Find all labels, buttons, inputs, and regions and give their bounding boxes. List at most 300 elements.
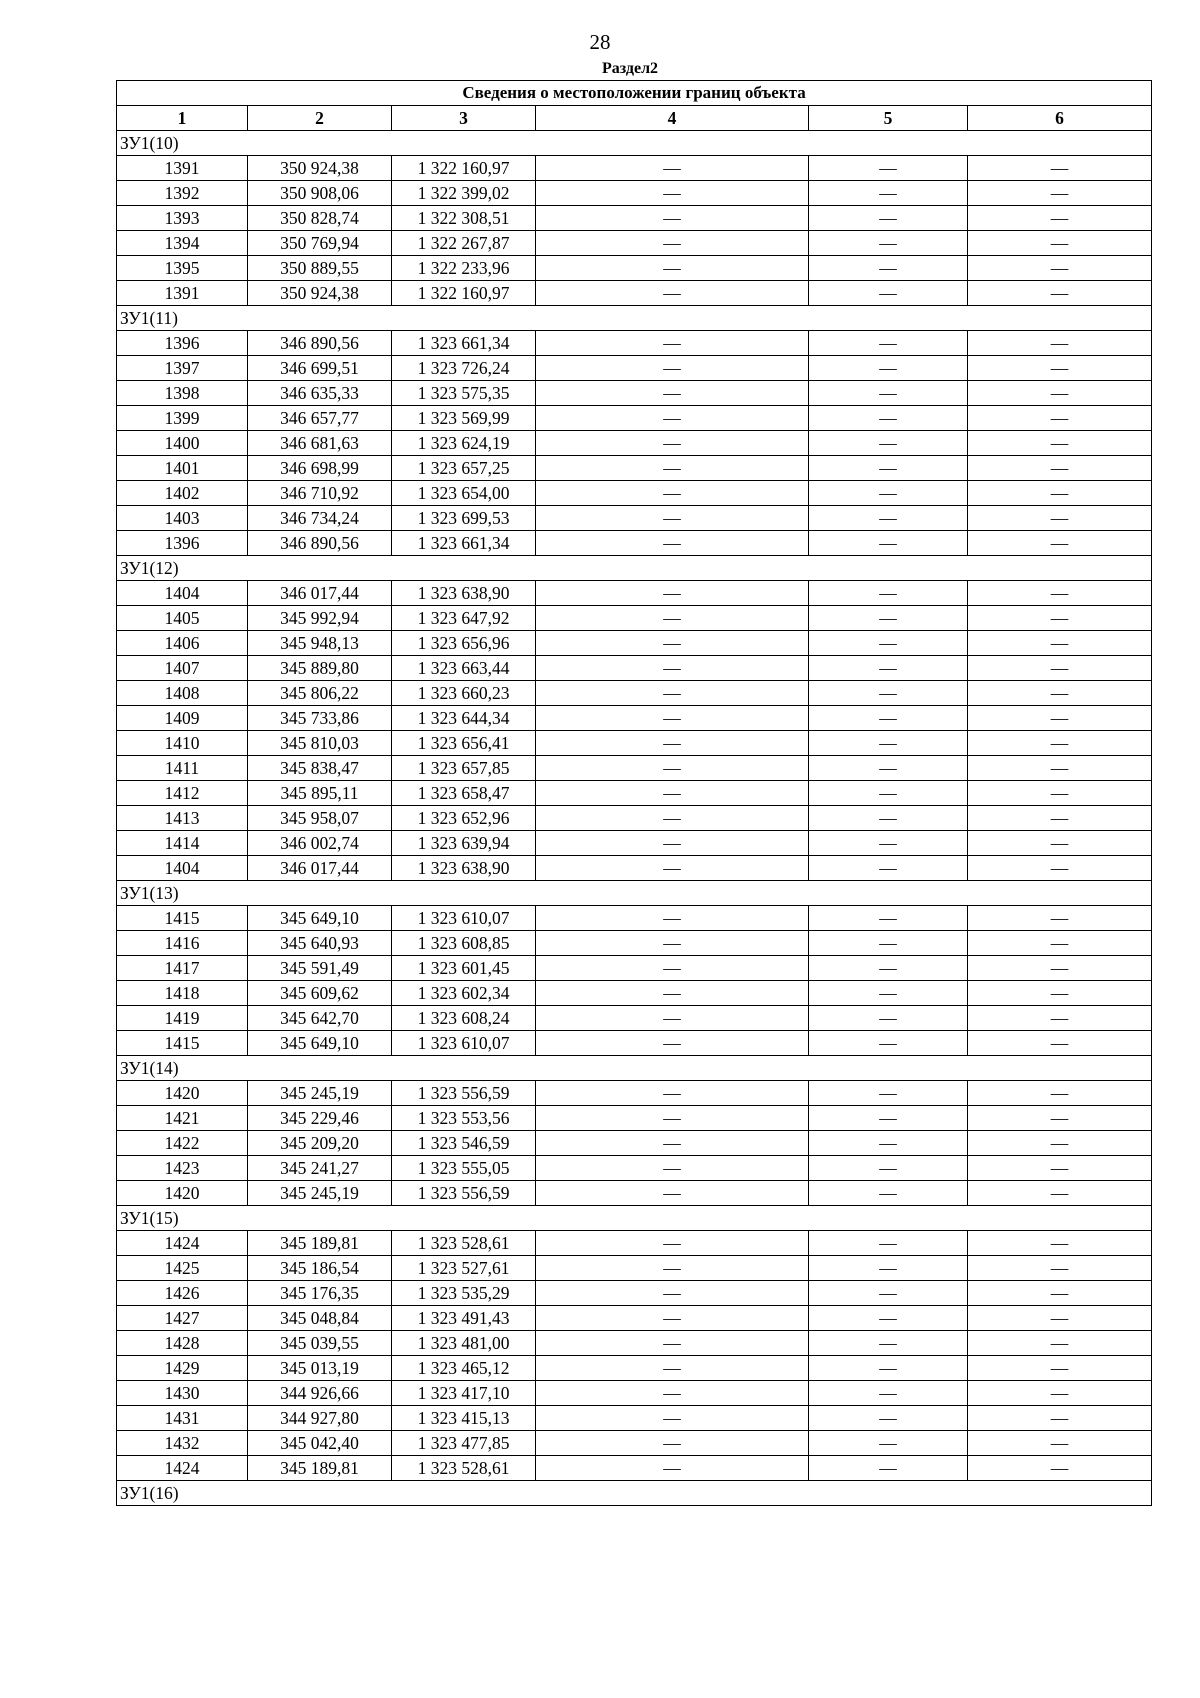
empty-value-cell: — <box>809 1281 968 1306</box>
table-row <box>117 731 1152 756</box>
empty-value-cell: — <box>968 181 1152 206</box>
point-number-cell: 1405 <box>117 606 248 631</box>
empty-value-cell: — <box>536 1231 809 1256</box>
y-coordinate-cell: 1 323 638,90 <box>392 856 536 881</box>
y-coordinate-cell: 1 323 481,00 <box>392 1331 536 1356</box>
table-row <box>117 1106 1152 1131</box>
point-number-cell: 1415 <box>117 906 248 931</box>
table-row <box>117 181 1152 206</box>
empty-value-cell: — <box>968 856 1152 881</box>
x-coordinate-cell: 345 229,46 <box>248 1106 392 1131</box>
x-coordinate-cell: 350 889,55 <box>248 256 392 281</box>
y-coordinate-cell: 1 323 638,90 <box>392 581 536 606</box>
empty-value-cell: — <box>536 831 809 856</box>
x-coordinate-cell: 345 245,19 <box>248 1081 392 1106</box>
y-coordinate-cell: 1 323 527,61 <box>392 1256 536 1281</box>
empty-value-cell: — <box>968 656 1152 681</box>
x-coordinate-cell: 345 948,13 <box>248 631 392 656</box>
empty-value-cell: — <box>809 456 968 481</box>
empty-value-cell: — <box>809 1381 968 1406</box>
empty-value-cell: — <box>968 281 1152 306</box>
empty-value-cell: — <box>968 1106 1152 1131</box>
empty-value-cell: — <box>968 1031 1152 1056</box>
empty-value-cell: — <box>809 256 968 281</box>
table-row <box>117 1031 1152 1056</box>
empty-value-cell: — <box>536 431 809 456</box>
y-coordinate-cell: 1 323 656,96 <box>392 631 536 656</box>
empty-value-cell: — <box>536 981 809 1006</box>
empty-value-cell: — <box>536 756 809 781</box>
empty-value-cell: — <box>536 731 809 756</box>
x-coordinate-cell: 345 042,40 <box>248 1431 392 1456</box>
y-coordinate-cell: 1 322 399,02 <box>392 181 536 206</box>
y-coordinate-cell: 1 323 663,44 <box>392 656 536 681</box>
table-row <box>117 456 1152 481</box>
point-number-cell: 1411 <box>117 756 248 781</box>
point-number-cell: 1432 <box>117 1431 248 1456</box>
empty-value-cell: — <box>809 1031 968 1056</box>
table-row <box>117 1356 1152 1381</box>
x-coordinate-cell: 345 013,19 <box>248 1356 392 1381</box>
y-coordinate-cell: 1 322 160,97 <box>392 281 536 306</box>
y-coordinate-cell: 1 323 608,85 <box>392 931 536 956</box>
empty-value-cell: — <box>809 156 968 181</box>
empty-value-cell: — <box>968 1406 1152 1431</box>
column-header-6: 6 <box>968 106 1152 131</box>
table-row <box>117 156 1152 181</box>
y-coordinate-cell: 1 322 308,51 <box>392 206 536 231</box>
point-number-cell: 1428 <box>117 1331 248 1356</box>
empty-value-cell: — <box>536 231 809 256</box>
empty-value-cell: — <box>968 356 1152 381</box>
empty-value-cell: — <box>968 681 1152 706</box>
empty-value-cell: — <box>809 1081 968 1106</box>
empty-value-cell: — <box>968 506 1152 531</box>
x-coordinate-cell: 345 048,84 <box>248 1306 392 1331</box>
x-coordinate-cell: 350 828,74 <box>248 206 392 231</box>
point-number-cell: 1412 <box>117 781 248 806</box>
table-row <box>117 431 1152 456</box>
empty-value-cell: — <box>809 581 968 606</box>
empty-value-cell: — <box>536 681 809 706</box>
column-header-5: 5 <box>809 106 968 131</box>
table-row <box>117 1006 1152 1031</box>
table-caption-row <box>117 81 1152 106</box>
empty-value-cell: — <box>536 506 809 531</box>
point-number-cell: 1409 <box>117 706 248 731</box>
empty-value-cell: — <box>968 1156 1152 1181</box>
empty-value-cell: — <box>809 1256 968 1281</box>
y-coordinate-cell: 1 322 233,96 <box>392 256 536 281</box>
empty-value-cell: — <box>536 481 809 506</box>
table-row <box>117 781 1152 806</box>
point-number-cell: 1414 <box>117 831 248 856</box>
empty-value-cell: — <box>809 931 968 956</box>
empty-value-cell: — <box>536 181 809 206</box>
point-number-cell: 1419 <box>117 1006 248 1031</box>
empty-value-cell: — <box>809 906 968 931</box>
x-coordinate-cell: 350 908,06 <box>248 181 392 206</box>
group-header-row <box>117 1481 1152 1506</box>
column-header-2: 2 <box>248 106 392 131</box>
empty-value-cell: — <box>809 356 968 381</box>
group-label: ЗУ1(13) <box>117 881 1152 906</box>
empty-value-cell: — <box>809 1431 968 1456</box>
table-row <box>117 1281 1152 1306</box>
empty-value-cell: — <box>968 1331 1152 1356</box>
empty-value-cell: — <box>536 1081 809 1106</box>
point-number-cell: 1399 <box>117 406 248 431</box>
group-header-row <box>117 306 1152 331</box>
empty-value-cell: — <box>809 956 968 981</box>
point-number-cell: 1406 <box>117 631 248 656</box>
y-coordinate-cell: 1 323 477,85 <box>392 1431 536 1456</box>
x-coordinate-cell: 345 649,10 <box>248 1031 392 1056</box>
empty-value-cell: — <box>968 831 1152 856</box>
x-coordinate-cell: 345 889,80 <box>248 656 392 681</box>
point-number-cell: 1413 <box>117 806 248 831</box>
x-coordinate-cell: 346 710,92 <box>248 481 392 506</box>
column-header-1: 1 <box>117 106 248 131</box>
x-coordinate-cell: 345 642,70 <box>248 1006 392 1031</box>
y-coordinate-cell: 1 323 575,35 <box>392 381 536 406</box>
table-row <box>117 581 1152 606</box>
x-coordinate-cell: 345 176,35 <box>248 1281 392 1306</box>
x-coordinate-cell: 346 017,44 <box>248 581 392 606</box>
table-body <box>117 131 1152 1506</box>
empty-value-cell: — <box>968 431 1152 456</box>
empty-value-cell: — <box>968 1356 1152 1381</box>
section-title: Раздел2 <box>601 60 659 77</box>
table-row <box>117 331 1152 356</box>
table-row <box>117 931 1152 956</box>
y-coordinate-cell: 1 323 654,00 <box>392 481 536 506</box>
y-coordinate-cell: 1 323 556,59 <box>392 1081 536 1106</box>
empty-value-cell: — <box>536 1331 809 1356</box>
empty-value-cell: — <box>968 531 1152 556</box>
x-coordinate-cell: 345 810,03 <box>248 731 392 756</box>
x-coordinate-cell: 345 640,93 <box>248 931 392 956</box>
x-coordinate-cell: 346 699,51 <box>248 356 392 381</box>
empty-value-cell: — <box>536 456 809 481</box>
point-number-cell: 1423 <box>117 1156 248 1181</box>
empty-value-cell: — <box>536 406 809 431</box>
empty-value-cell: — <box>809 706 968 731</box>
table-row <box>117 1081 1152 1106</box>
empty-value-cell: — <box>536 156 809 181</box>
empty-value-cell: — <box>968 406 1152 431</box>
empty-value-cell: — <box>536 631 809 656</box>
point-number-cell: 1429 <box>117 1356 248 1381</box>
empty-value-cell: — <box>809 281 968 306</box>
table-row <box>117 1306 1152 1331</box>
empty-value-cell: — <box>536 706 809 731</box>
y-coordinate-cell: 1 323 657,25 <box>392 456 536 481</box>
empty-value-cell: — <box>968 1256 1152 1281</box>
empty-value-cell: — <box>536 1181 809 1206</box>
point-number-cell: 1415 <box>117 1031 248 1056</box>
table-row <box>117 681 1152 706</box>
point-number-cell: 1420 <box>117 1181 248 1206</box>
empty-value-cell: — <box>536 281 809 306</box>
x-coordinate-cell: 345 241,27 <box>248 1156 392 1181</box>
x-coordinate-cell: 345 039,55 <box>248 1331 392 1356</box>
empty-value-cell: — <box>809 781 968 806</box>
column-number-row <box>117 106 1152 131</box>
point-number-cell: 1430 <box>117 1381 248 1406</box>
group-label: ЗУ1(14) <box>117 1056 1152 1081</box>
y-coordinate-cell: 1 323 726,24 <box>392 356 536 381</box>
y-coordinate-cell: 1 323 644,34 <box>392 706 536 731</box>
empty-value-cell: — <box>809 1156 968 1181</box>
empty-value-cell: — <box>536 1431 809 1456</box>
x-coordinate-cell: 346 017,44 <box>248 856 392 881</box>
y-coordinate-cell: 1 323 417,10 <box>392 1381 536 1406</box>
table-row <box>117 856 1152 881</box>
x-coordinate-cell: 345 806,22 <box>248 681 392 706</box>
table-row <box>117 1131 1152 1156</box>
empty-value-cell: — <box>536 531 809 556</box>
empty-value-cell: — <box>536 356 809 381</box>
table-row <box>117 706 1152 731</box>
empty-value-cell: — <box>536 1306 809 1331</box>
table-row <box>117 606 1152 631</box>
point-number-cell: 1424 <box>117 1456 248 1481</box>
x-coordinate-cell: 345 609,62 <box>248 981 392 1006</box>
x-coordinate-cell: 344 927,80 <box>248 1406 392 1431</box>
point-number-cell: 1394 <box>117 231 248 256</box>
x-coordinate-cell: 350 924,38 <box>248 156 392 181</box>
y-coordinate-cell: 1 323 624,19 <box>392 431 536 456</box>
empty-value-cell: — <box>536 1406 809 1431</box>
y-coordinate-cell: 1 322 267,87 <box>392 231 536 256</box>
empty-value-cell: — <box>968 756 1152 781</box>
empty-value-cell: — <box>968 631 1152 656</box>
group-header-row <box>117 1056 1152 1081</box>
empty-value-cell: — <box>809 756 968 781</box>
empty-value-cell: — <box>809 1331 968 1356</box>
empty-value-cell: — <box>536 381 809 406</box>
empty-value-cell: — <box>809 1231 968 1256</box>
table-row <box>117 806 1152 831</box>
y-coordinate-cell: 1 323 601,45 <box>392 956 536 981</box>
empty-value-cell: — <box>536 956 809 981</box>
table-row <box>117 231 1152 256</box>
point-number-cell: 1408 <box>117 681 248 706</box>
table-row <box>117 631 1152 656</box>
point-number-cell: 1395 <box>117 256 248 281</box>
empty-value-cell: — <box>536 1156 809 1181</box>
empty-value-cell: — <box>536 1281 809 1306</box>
y-coordinate-cell: 1 323 657,85 <box>392 756 536 781</box>
point-number-cell: 1425 <box>117 1256 248 1281</box>
empty-value-cell: — <box>809 606 968 631</box>
table-row <box>117 906 1152 931</box>
point-number-cell: 1403 <box>117 506 248 531</box>
empty-value-cell: — <box>968 581 1152 606</box>
y-coordinate-cell: 1 323 569,99 <box>392 406 536 431</box>
empty-value-cell: — <box>968 731 1152 756</box>
table-row <box>117 1331 1152 1356</box>
empty-value-cell: — <box>968 1231 1152 1256</box>
empty-value-cell: — <box>809 731 968 756</box>
empty-value-cell: — <box>536 1381 809 1406</box>
point-number-cell: 1396 <box>117 331 248 356</box>
empty-value-cell: — <box>809 806 968 831</box>
column-header-4: 4 <box>536 106 809 131</box>
empty-value-cell: — <box>968 806 1152 831</box>
y-coordinate-cell: 1 323 556,59 <box>392 1181 536 1206</box>
x-coordinate-cell: 346 890,56 <box>248 331 392 356</box>
empty-value-cell: — <box>968 206 1152 231</box>
empty-value-cell: — <box>809 1456 968 1481</box>
empty-value-cell: — <box>968 1381 1152 1406</box>
x-coordinate-cell: 345 895,11 <box>248 781 392 806</box>
y-coordinate-cell: 1 323 639,94 <box>392 831 536 856</box>
empty-value-cell: — <box>536 931 809 956</box>
point-number-cell: 1391 <box>117 156 248 181</box>
empty-value-cell: — <box>536 1006 809 1031</box>
empty-value-cell: — <box>809 1131 968 1156</box>
empty-value-cell: — <box>536 331 809 356</box>
group-header-row <box>117 881 1152 906</box>
empty-value-cell: — <box>968 1081 1152 1106</box>
table-row <box>117 1156 1152 1181</box>
point-number-cell: 1418 <box>117 981 248 1006</box>
table-row <box>117 531 1152 556</box>
column-header-3: 3 <box>392 106 536 131</box>
point-number-cell: 1416 <box>117 931 248 956</box>
empty-value-cell: — <box>536 781 809 806</box>
point-number-cell: 1426 <box>117 1281 248 1306</box>
group-label: ЗУ1(11) <box>117 306 1152 331</box>
point-number-cell: 1401 <box>117 456 248 481</box>
point-number-cell: 1398 <box>117 381 248 406</box>
empty-value-cell: — <box>809 1006 968 1031</box>
group-header-row <box>117 131 1152 156</box>
y-coordinate-cell: 1 323 528,61 <box>392 1456 536 1481</box>
y-coordinate-cell: 1 323 528,61 <box>392 1231 536 1256</box>
point-number-cell: 1407 <box>117 656 248 681</box>
y-coordinate-cell: 1 323 415,13 <box>392 1406 536 1431</box>
y-coordinate-cell: 1 323 608,24 <box>392 1006 536 1031</box>
empty-value-cell: — <box>968 456 1152 481</box>
x-coordinate-cell: 346 734,24 <box>248 506 392 531</box>
empty-value-cell: — <box>809 981 968 1006</box>
y-coordinate-cell: 1 323 661,34 <box>392 531 536 556</box>
point-number-cell: 1397 <box>117 356 248 381</box>
table-row <box>117 1381 1152 1406</box>
empty-value-cell: — <box>968 256 1152 281</box>
x-coordinate-cell: 345 733,86 <box>248 706 392 731</box>
table-row <box>117 981 1152 1006</box>
table-row <box>117 956 1152 981</box>
empty-value-cell: — <box>968 381 1152 406</box>
group-label: ЗУ1(10) <box>117 131 1152 156</box>
table-row <box>117 1256 1152 1281</box>
table-row <box>117 1431 1152 1456</box>
empty-value-cell: — <box>536 1356 809 1381</box>
point-number-cell: 1400 <box>117 431 248 456</box>
point-number-cell: 1396 <box>117 531 248 556</box>
empty-value-cell: — <box>968 931 1152 956</box>
y-coordinate-cell: 1 323 610,07 <box>392 906 536 931</box>
empty-value-cell: — <box>809 406 968 431</box>
page-number: 28 <box>589 30 611 54</box>
x-coordinate-cell: 345 838,47 <box>248 756 392 781</box>
empty-value-cell: — <box>536 256 809 281</box>
empty-value-cell: — <box>809 1306 968 1331</box>
empty-value-cell: — <box>809 206 968 231</box>
x-coordinate-cell: 346 635,33 <box>248 381 392 406</box>
empty-value-cell: — <box>968 706 1152 731</box>
table-row <box>117 506 1152 531</box>
empty-value-cell: — <box>536 1031 809 1056</box>
empty-value-cell: — <box>536 1106 809 1131</box>
empty-value-cell: — <box>809 481 968 506</box>
y-coordinate-cell: 1 323 546,59 <box>392 1131 536 1156</box>
group-label: ЗУ1(16) <box>117 1481 1152 1506</box>
empty-value-cell: — <box>809 181 968 206</box>
empty-value-cell: — <box>536 581 809 606</box>
x-coordinate-cell: 345 186,54 <box>248 1256 392 1281</box>
point-number-cell: 1420 <box>117 1081 248 1106</box>
x-coordinate-cell: 346 698,99 <box>248 456 392 481</box>
empty-value-cell: — <box>809 431 968 456</box>
empty-value-cell: — <box>809 1356 968 1381</box>
y-coordinate-cell: 1 323 656,41 <box>392 731 536 756</box>
empty-value-cell: — <box>968 781 1152 806</box>
y-coordinate-cell: 1 323 660,23 <box>392 681 536 706</box>
point-number-cell: 1417 <box>117 956 248 981</box>
empty-value-cell: — <box>809 856 968 881</box>
empty-value-cell: — <box>536 606 809 631</box>
x-coordinate-cell: 345 992,94 <box>248 606 392 631</box>
table-row <box>117 381 1152 406</box>
x-coordinate-cell: 346 002,74 <box>248 831 392 856</box>
empty-value-cell: — <box>968 956 1152 981</box>
point-number-cell: 1402 <box>117 481 248 506</box>
point-number-cell: 1404 <box>117 581 248 606</box>
empty-value-cell: — <box>968 1306 1152 1331</box>
y-coordinate-cell: 1 323 602,34 <box>392 981 536 1006</box>
table-caption: Сведения о местоположении границ объекта <box>117 81 1152 106</box>
point-number-cell: 1410 <box>117 731 248 756</box>
group-label: ЗУ1(12) <box>117 556 1152 581</box>
y-coordinate-cell: 1 323 535,29 <box>392 1281 536 1306</box>
x-coordinate-cell: 345 958,07 <box>248 806 392 831</box>
x-coordinate-cell: 344 926,66 <box>248 1381 392 1406</box>
table-row <box>117 1456 1152 1481</box>
point-number-cell: 1391 <box>117 281 248 306</box>
point-number-cell: 1404 <box>117 856 248 881</box>
y-coordinate-cell: 1 323 553,56 <box>392 1106 536 1131</box>
empty-value-cell: — <box>968 1131 1152 1156</box>
point-number-cell: 1421 <box>117 1106 248 1131</box>
empty-value-cell: — <box>536 856 809 881</box>
empty-value-cell: — <box>809 631 968 656</box>
empty-value-cell: — <box>809 681 968 706</box>
y-coordinate-cell: 1 323 658,47 <box>392 781 536 806</box>
point-number-cell: 1393 <box>117 206 248 231</box>
empty-value-cell: — <box>968 1456 1152 1481</box>
table-row <box>117 206 1152 231</box>
table-row <box>117 1181 1152 1206</box>
empty-value-cell: — <box>809 381 968 406</box>
point-number-cell: 1422 <box>117 1131 248 1156</box>
y-coordinate-cell: 1 323 661,34 <box>392 331 536 356</box>
empty-value-cell: — <box>809 1106 968 1131</box>
